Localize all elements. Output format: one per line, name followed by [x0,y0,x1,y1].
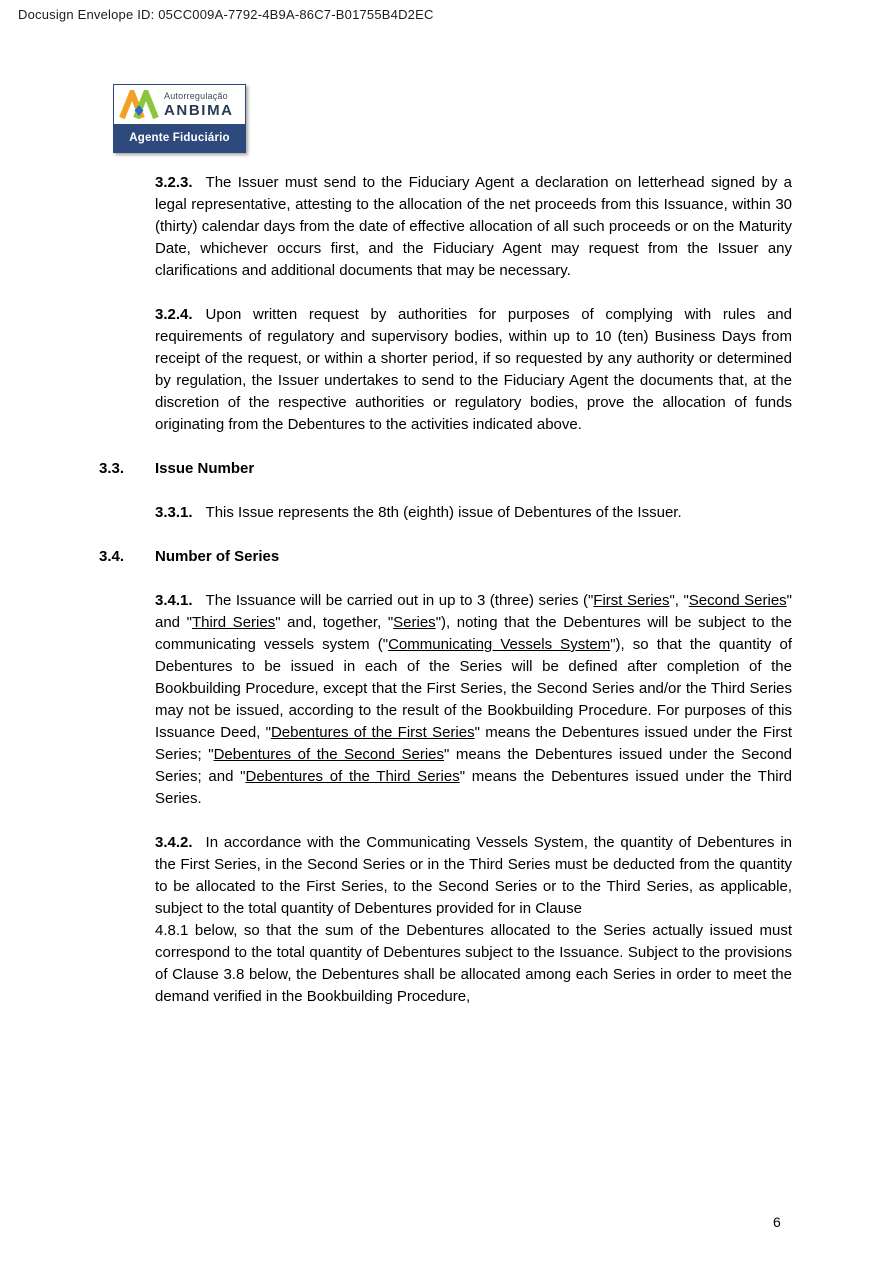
document-body [99,172,792,1030]
clause-number: 3.4.1. [155,592,193,609]
section-heading [99,546,792,568]
docusign-envelope-id: Docusign Envelope ID: 05CC009A-7792-4B9A-86C7-B01755B4D2EC [18,7,434,22]
paragraph-text: This Issue represents the 8th (eighth) issue of Debentures of the Issuer. [205,504,682,521]
clause-number: 3.3.1. [155,504,193,521]
paragraph-text: The Issuer must send to the Fiduciary Agent a declaration on letterhead signed by a legal representative, attesting to the allocation of the net proceeds from this Issuance, within 30 (thirty) calendar days from the date of effective allocation of all such proceeds or on the Maturity Date, whichever occurs first, and the Fiduciary Agent may request from the Issuer any clarifications and additional documents that may be necessary. [155,174,792,279]
paragraph-text: The Issuance will be carried out in up to 3 (three) series ("First Series", "Second Series" and "Third Series" and, together, "Series"), noting that the Debentures will be subject to the communicating vessels system ("Communicating Vessels System"), so that the quantity of Debentures to be issued in each of the Series will be defined after completion of the Bookbuilding Procedure, except that the First Series, the Second Series and/or the Third Series may not be issued, according to the result of the Bookbuilding Procedure. For purposes of this Issuance Deed, "Debentures of the First Series" means the Debentures issued under the First Series; "Debentures of the Second Series" means the Debentures issued under the Second Series; and "Debentures of the Third Series" means the Debentures issued under the Third Series. [155,592,793,807]
paragraph-text: In accordance with the Communicating Vessels System, the quantity of Debentures in the First Series, in the Second Series or in the Third Series must be deducted from the quantity to be allocated to the First Series, to the Second Series or to the Third Series, as applicable, subject to the total quantity of Debentures provided for in Clause 4.8.1 below, so that the sum of the Debentures allocated to the Series actually issued must correspond to the total quantity of Debentures subject to the Issuance. Subject to the provisions of Clause 3.8 below, the Debentures shall be allocated among each Series in order to meet the demand verified in the Bookbuilding Procedure, [155,834,792,1005]
clause-number: 3.2.4. [155,306,193,323]
anbima-logo-top [114,85,245,124]
logo-agente-fiduciario-label: Agente Fiduciário [114,124,245,152]
clause-number: 3.3. [99,460,125,477]
clause-paragraph [155,590,792,810]
page-number: 6 [773,1214,781,1230]
anbima-logo-text [164,92,234,118]
clause-paragraph [155,172,792,282]
logo-autorregulacao-label: Autorregulação [164,90,228,101]
paragraph-text: Upon written request by authorities for purposes of complying with rules and requirements of regulatory and supervisory bodies, within up to 10 (ten) Business Days from receipt of the request, or within a shorter period, if so requested by any authority or determined by regulation, the Issuer undertakes to send to the Fiduciary Agent the documents that, at the discretion of the respective authorities or regulatory bodies, prove the allocation of funds originating from the Debentures to the activities indicated above. [155,306,792,433]
anbima-m-icon [119,90,159,120]
section-heading [99,458,792,480]
clause-paragraph [155,832,792,1008]
heading-text: Issue Number [155,460,255,477]
heading-text: Number of Series [155,548,280,565]
clause-number: 3.2.3. [155,174,193,191]
clause-number: 3.4. [99,548,125,565]
clause-number: 3.4.2. [155,834,193,851]
clause-paragraph [155,502,792,524]
anbima-logo-badge [113,84,246,153]
logo-anbima-label: ANBIMA [164,101,234,119]
clause-paragraph [155,304,792,436]
